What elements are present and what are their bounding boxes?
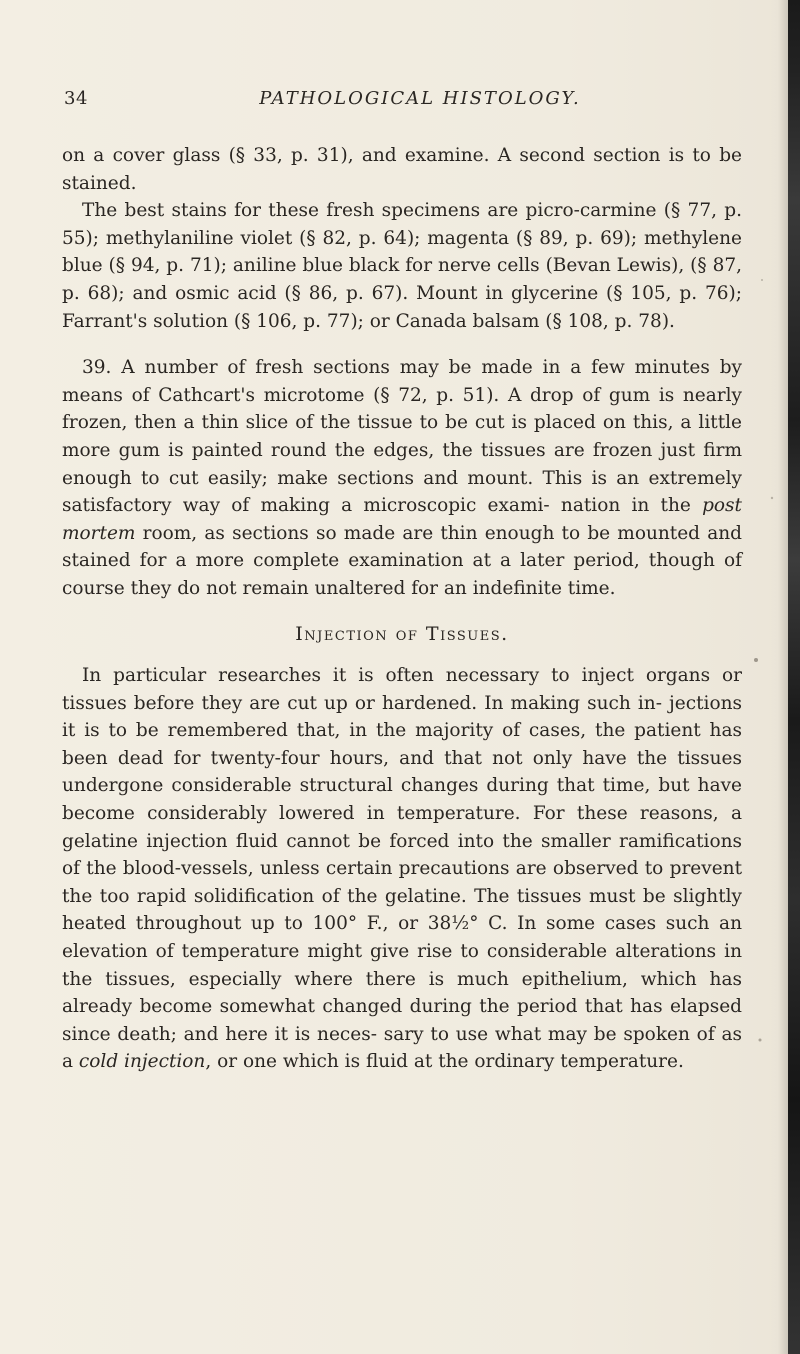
paragraph-injection	[62, 662, 742, 1076]
body-text	[62, 142, 742, 1076]
italic-cold-injection: cold injection	[78, 1051, 206, 1073]
running-head: PATHOLOGICAL HISTOLOGY.	[259, 88, 581, 109]
paragraph-continuation: on a cover glass (§ 33, p. 31), and examine. A second section is to be stained.	[62, 145, 742, 194]
paragraph-injection-text-b: , or one which is fluid at the ordinary temperature.	[205, 1051, 684, 1073]
italic-post-mortem: post mortem	[62, 495, 742, 544]
paragraph-stains: The best stains for these fresh specimens are picro-carmine (§ 77, p. 55); methylaniline violet (§ 82, p. 64); magenta (§ 89, p. 69); methylene blue (§ 94, p. 71); aniline blue black for nerve cells (Bevan Lewis), (§ 87, p. 68); and osmic acid (§ 86, p. 67). Mount in glycerine (§ 105, p. 76); Farrant's solution (§ 106, p. 77); or Canada balsam (§ 108, p. 78).	[62, 200, 742, 332]
page-edge-shadow	[778, 0, 788, 1354]
paragraph-injection-text-a: In particular researches it is often necessary to inject organs or tissues before they are cut up or hardened. In making such in- jections it is to be remembered that, in the majority of cases, the patient has been dead for twenty-four hours, and that not only have the tissues undergone considerable structural changes during that time, but have become considerably lowered in temperature. For these reasons, a gelatine injection fluid cannot be forced into the smaller ramifications of the blood-vessels, unless certain precautions are observed to prevent the too rapid solidification of the gelatine. The tissues must be slightly heated throughout up to 100° F., or 38½° C. In some cases such an elevation of temperature might give rise to considerable alterations in the tissues, especially where there is much epithelium, which has already become somewhat changed during the period that has elapsed since death; and here it is neces- sary to use what may be spoken of as a	[62, 665, 742, 1073]
page-header	[60, 88, 780, 116]
page-binding-edge	[788, 0, 800, 1354]
section-heading: Injection of Tissues.	[295, 622, 509, 645]
page-number: 34	[64, 88, 88, 109]
paragraph-39-text-a: 39. A number of fresh sections may be made in a few minutes by means of Cathcart's microtome (§ 72, p. 51). A drop of gum is nearly frozen, then a thin slice of the tissue to be cut is placed on this, a little more gum is painted round the edges, the tissues are frozen just firm enough to cut easily; make sections and mount. This is an extremely satisfactory way of making a microscopic exami- nation in the	[62, 357, 742, 517]
paragraph-39-text-b: room, as sections so made are thin enough to be mounted and stained for a more complete examination at a later period, though of course they do not remain unaltered for an indefinite time.	[62, 522, 742, 599]
paragraph-39	[62, 354, 742, 602]
